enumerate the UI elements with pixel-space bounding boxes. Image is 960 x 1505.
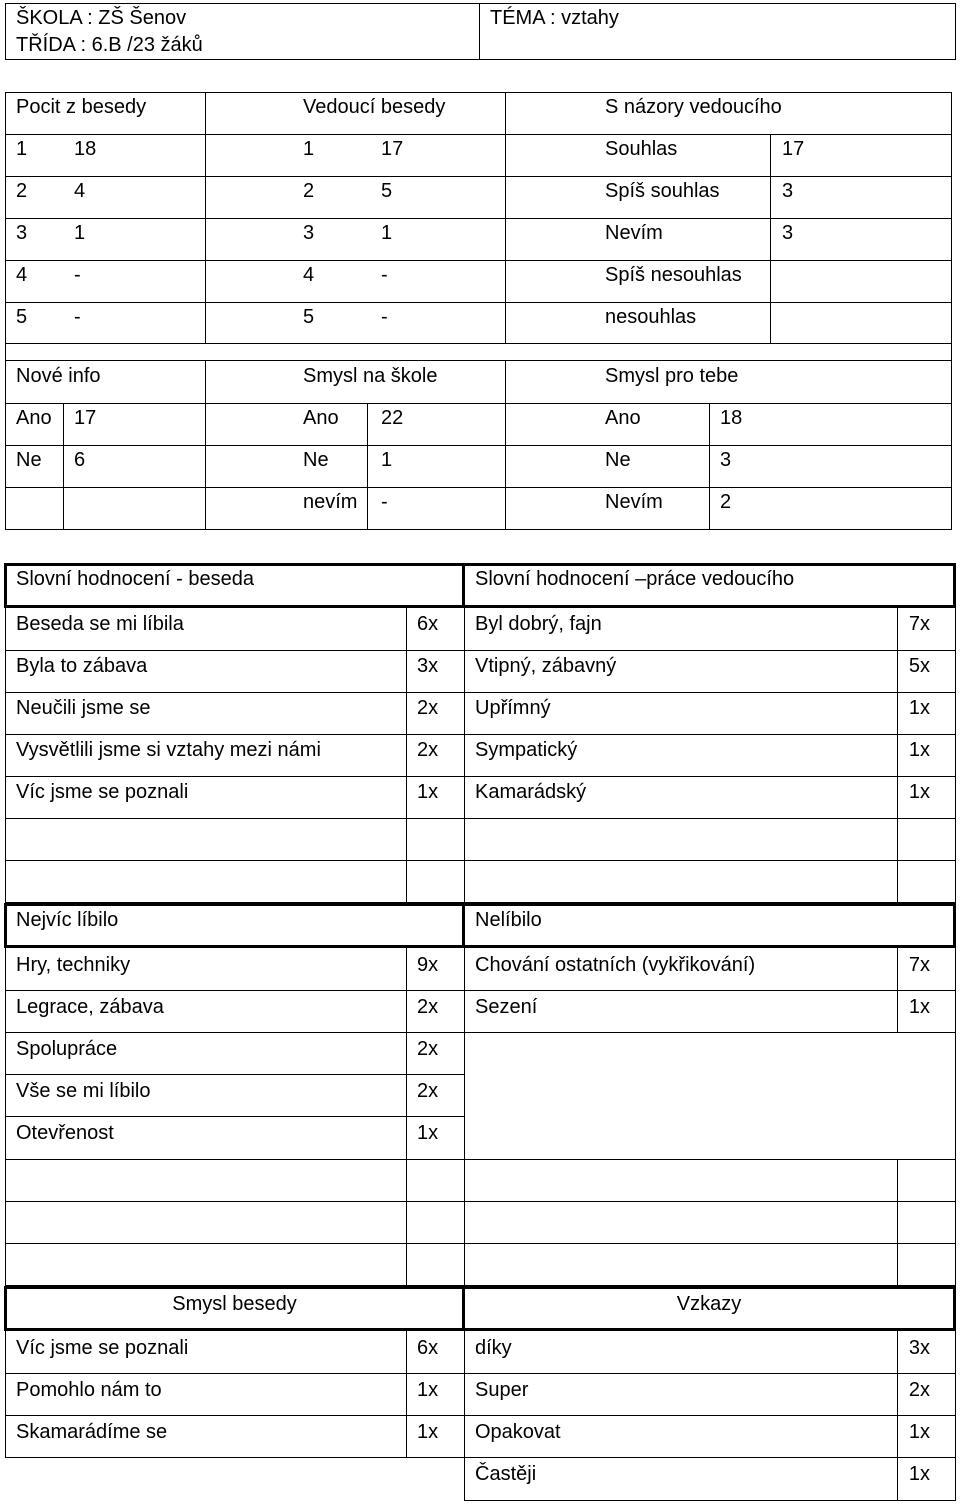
t3-row1-right-count: 7x xyxy=(908,613,930,635)
t3-row3-left-count: 2x xyxy=(417,697,439,719)
t4-row1-right: Chování ostatních (vykřikování) xyxy=(475,954,756,976)
t1-row4-b-num: 4 xyxy=(303,264,315,286)
t1-row2-b-num: 2 xyxy=(303,180,315,202)
t1-row4-a-num: 4 xyxy=(16,264,28,286)
t1-col2-title: Vedoucí besedy xyxy=(303,96,446,118)
t5-row1-right-count: 3x xyxy=(908,1337,930,1359)
t2-col2-title: Smysl na škole xyxy=(303,365,438,387)
t3-row3-left: Neučili jsme se xyxy=(16,697,151,719)
t2-row1-b-label: Ano xyxy=(303,407,339,429)
t2-col1-title: Nové info xyxy=(16,365,101,387)
header-class: TŘÍDA : 6.B /23 žáků xyxy=(16,34,203,56)
header-topic: TÉMA : vztahy xyxy=(490,7,619,29)
t1-row1-b-val: 17 xyxy=(381,138,404,160)
t1-row3-a-val: 1 xyxy=(74,222,86,244)
t4-right-title: Nelíbilo xyxy=(475,909,542,931)
t2-row3-b-label: nevím xyxy=(303,491,358,513)
t4-row2-left: Legrace, zábava xyxy=(16,996,164,1018)
t2-row3-c-label: Nevím xyxy=(605,491,663,513)
t3-row4-left: Vysvětlili jsme si vztahy mezi námi xyxy=(16,739,321,761)
t1-row4-b-val: - xyxy=(381,264,388,286)
t3-row1-right: Byl dobrý, fajn xyxy=(475,613,602,635)
t3-row2-right-count: 5x xyxy=(908,655,930,677)
t4-row3-left: Spolupráce xyxy=(16,1038,118,1060)
t3-row5-left-count: 1x xyxy=(417,781,439,803)
t4-row4-left-count: 2x xyxy=(417,1080,439,1102)
t4-row5-left: Otevřenost xyxy=(16,1122,114,1144)
t1-row1-b-num: 1 xyxy=(303,138,315,160)
t1-row5-a-num: 5 xyxy=(16,306,28,328)
t1-row4-c-label: Spíš nesouhlas xyxy=(605,264,742,286)
t1-row2-b-val: 5 xyxy=(381,180,393,202)
t3-row4-right-count: 1x xyxy=(908,739,930,761)
t3-row3-right-count: 1x xyxy=(908,697,930,719)
t3-left-title: Slovní hodnocení - beseda xyxy=(16,568,254,590)
t1-row3-b-val: 1 xyxy=(381,222,393,244)
t4-row1-left: Hry, techniky xyxy=(16,954,131,976)
t2-col3-title: Smysl pro tebe xyxy=(605,365,739,387)
t1-row5-b-val: - xyxy=(381,306,388,328)
t4-row2-right: Sezení xyxy=(475,996,538,1018)
t3-row1-left: Beseda se mi líbila xyxy=(16,613,184,635)
t2-row2-c-val: 3 xyxy=(720,449,732,471)
t5-row2-right-count: 2x xyxy=(908,1379,930,1401)
t2-row1-c-val: 18 xyxy=(720,407,743,429)
t2-row1-c-label: Ano xyxy=(605,407,641,429)
t5-row1-right: díky xyxy=(475,1337,512,1359)
t1-row2-c-label: Spíš souhlas xyxy=(605,180,720,202)
t5-left-title: Smysl besedy xyxy=(172,1293,297,1315)
t1-row1-c-val: 17 xyxy=(782,138,805,160)
t2-row2-a-val: 6 xyxy=(74,449,86,471)
t5-row2-left-count: 1x xyxy=(417,1379,439,1401)
t1-row2-c-val: 3 xyxy=(782,180,794,202)
t3-row2-left: Byla to zábava xyxy=(16,655,148,677)
t1-row3-a-num: 3 xyxy=(16,222,28,244)
t3-row3-right: Upřímný xyxy=(475,697,551,719)
t5-row4-right: Častěji xyxy=(475,1463,537,1485)
t3-row5-right-count: 1x xyxy=(908,781,930,803)
t1-row5-b-num: 5 xyxy=(303,306,315,328)
t2-row1-b-val: 22 xyxy=(381,407,404,429)
t3-row5-left: Víc jsme se poznali xyxy=(16,781,189,803)
header-school: ŠKOLA : ZŠ Šenov xyxy=(16,7,187,29)
t5-row3-left: Skamarádíme se xyxy=(16,1421,168,1443)
t1-row2-a-val: 4 xyxy=(74,180,86,202)
t1-row3-c-label: Nevím xyxy=(605,222,663,244)
t4-row5-left-count: 1x xyxy=(417,1122,439,1144)
t4-row1-left-count: 9x xyxy=(417,954,439,976)
t3-row1-left-count: 6x xyxy=(417,613,439,635)
t5-row2-left: Pomohlo nám to xyxy=(16,1379,162,1401)
t2-row2-b-val: 1 xyxy=(381,449,393,471)
t1-row3-c-val: 3 xyxy=(782,222,794,244)
t1-col1-title: Pocit z besedy xyxy=(16,96,147,118)
t1-row3-b-num: 3 xyxy=(303,222,315,244)
t2-row2-b-label: Ne xyxy=(303,449,329,471)
t1-row1-a-num: 1 xyxy=(16,138,28,160)
t5-row4-right-count: 1x xyxy=(908,1463,930,1485)
t4-row2-left-count: 2x xyxy=(417,996,439,1018)
t4-left-title: Nejvíc líbilo xyxy=(16,909,119,931)
t4-row1-right-count: 7x xyxy=(908,954,930,976)
t4-row4-left: Vše se mi líbilo xyxy=(16,1080,151,1102)
t3-row5-right: Kamarádský xyxy=(475,781,587,803)
t1-row5-c-label: nesouhlas xyxy=(605,306,697,328)
t5-row1-left: Víc jsme se poznali xyxy=(16,1337,189,1359)
t5-row1-left-count: 6x xyxy=(417,1337,439,1359)
t3-row2-right: Vtipný, zábavný xyxy=(475,655,617,677)
t5-right-title: Vzkazy xyxy=(676,1293,742,1315)
t2-row1-a-label: Ano xyxy=(16,407,52,429)
t1-col3-title: S názory vedoucího xyxy=(605,96,782,118)
t1-row5-a-val: - xyxy=(74,306,81,328)
t5-row3-right: Opakovat xyxy=(475,1421,561,1443)
t2-row1-a-val: 17 xyxy=(74,407,97,429)
t5-row2-right: Super xyxy=(475,1379,529,1401)
t1-row1-c-label: Souhlas xyxy=(605,138,678,160)
t2-row2-a-label: Ne xyxy=(16,449,42,471)
t3-row2-left-count: 3x xyxy=(417,655,439,677)
t1-row2-a-num: 2 xyxy=(16,180,28,202)
t3-row4-left-count: 2x xyxy=(417,739,439,761)
t2-row3-b-val: - xyxy=(381,491,388,513)
t2-row2-c-label: Ne xyxy=(605,449,631,471)
t4-row3-left-count: 2x xyxy=(417,1038,439,1060)
t3-row4-right: Sympatický xyxy=(475,739,578,761)
t2-row3-c-val: 2 xyxy=(720,491,732,513)
t5-row3-right-count: 1x xyxy=(908,1421,930,1443)
t1-row1-a-val: 18 xyxy=(74,138,97,160)
t3-right-title: Slovní hodnocení –práce vedoucího xyxy=(475,568,795,590)
t4-row2-right-count: 1x xyxy=(908,996,930,1018)
t1-row4-a-val: - xyxy=(74,264,81,286)
t5-row3-left-count: 1x xyxy=(417,1421,439,1443)
